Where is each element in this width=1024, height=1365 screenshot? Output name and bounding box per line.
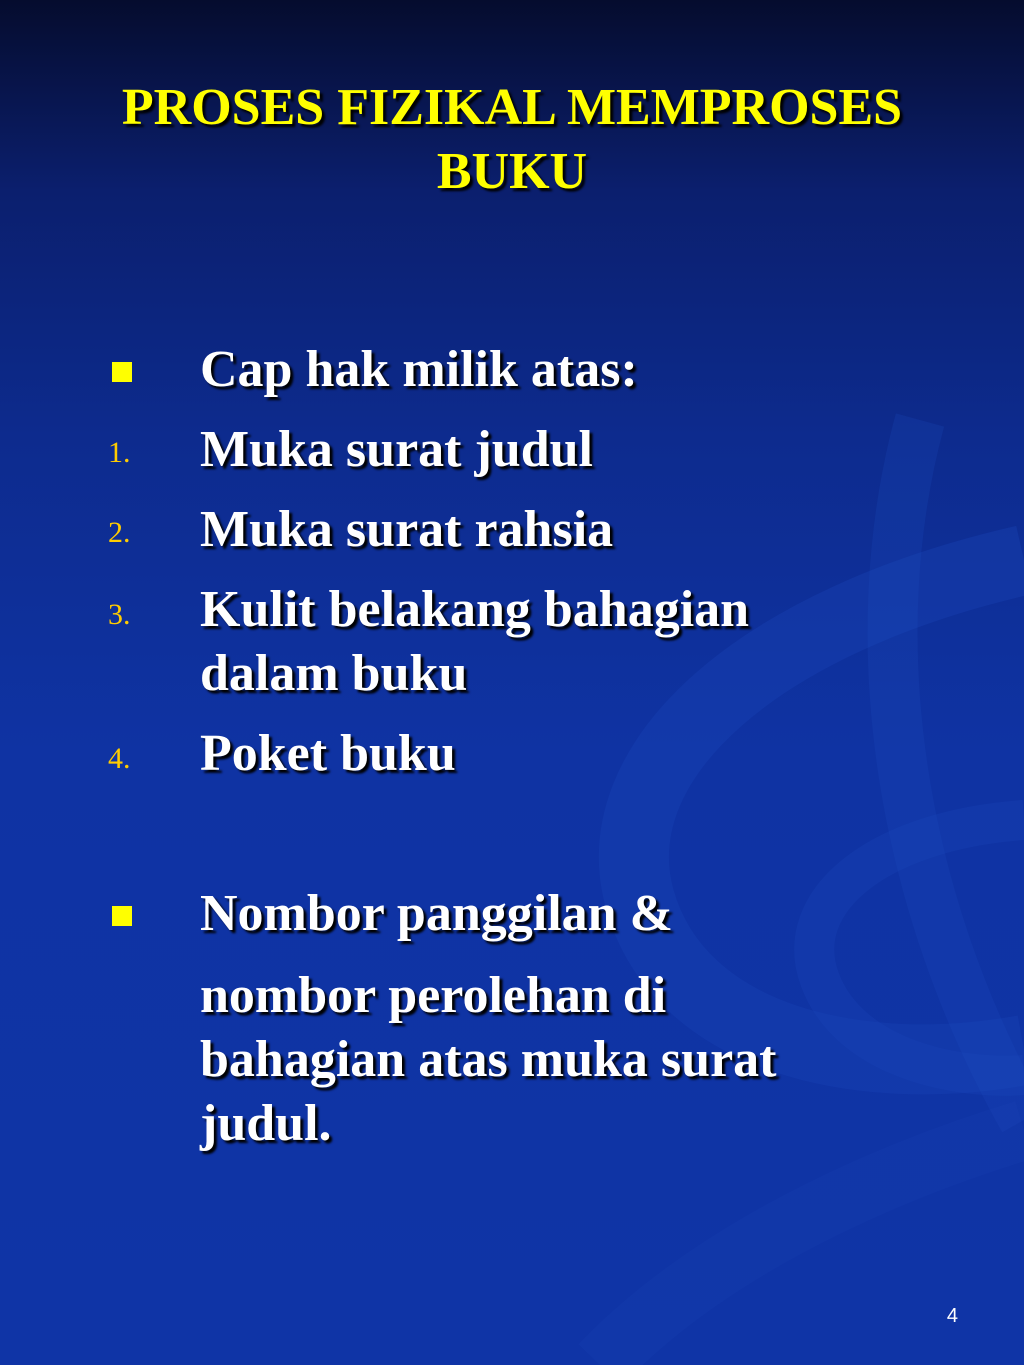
item-text	[200, 498, 960, 562]
title-line-1: PROSES FIZIKAL MEMPROSES	[121, 79, 903, 136]
item-number: 3.	[108, 598, 131, 631]
item-text	[200, 578, 960, 706]
bullet-text: Cap hak milik atas:	[200, 341, 638, 398]
bullet-text-line: bahagian atas muka surat	[200, 1031, 777, 1088]
item-text	[200, 418, 960, 482]
item-text-line: Muka surat judul	[200, 421, 593, 478]
square-bullet-icon	[112, 362, 132, 382]
item-number: 4.	[108, 742, 131, 775]
slide-title	[40, 76, 984, 204]
bullet-text-line: judul.	[200, 1095, 332, 1152]
item-text-line: dalam buku	[200, 645, 468, 702]
item-text-line: Kulit belakang bahagian	[200, 581, 750, 638]
item-text-line: Poket buku	[200, 725, 456, 782]
page-number: 4	[946, 1305, 958, 1327]
square-bullet-icon	[112, 906, 132, 926]
title-line-2: BUKU	[436, 143, 588, 200]
bullet-text	[200, 882, 960, 946]
item-text	[200, 722, 960, 786]
item-number: 2.	[108, 516, 131, 549]
item-number: 1.	[108, 436, 131, 469]
bullet-text-line: nombor perolehan di	[200, 967, 667, 1024]
bullet-text-line: Nombor panggilan &	[200, 885, 673, 942]
bullet-text-continued	[200, 964, 960, 1156]
item-text-line: Muka surat rahsia	[200, 501, 614, 558]
